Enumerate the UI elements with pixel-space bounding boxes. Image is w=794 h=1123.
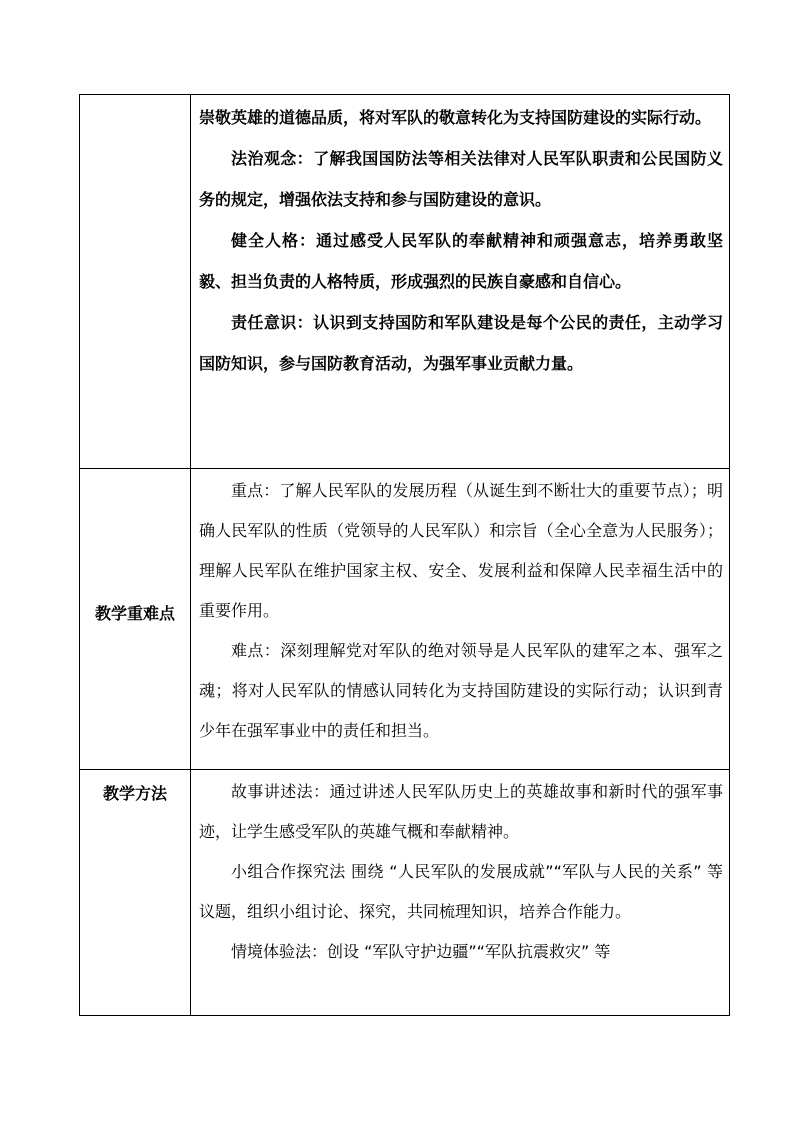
lesson-plan-table bbox=[79, 94, 730, 1016]
table-row bbox=[80, 95, 730, 469]
table-row bbox=[80, 770, 730, 1016]
content-paragraph: 崇敬英雄的道德品质，将对军队的敬意转化为支持国防建设的实际行动。 bbox=[199, 108, 712, 127]
row-content-cell bbox=[191, 95, 730, 469]
content-paragraph: 小组合作探究法 围绕 “人民军队的发展成就”“军队与人民的关系” 等议题，组织小组讨论、探究，共同梳理知识，培养合作能力。 bbox=[199, 862, 723, 921]
content-paragraph: 重点：了解人民军队的发展历程（从诞生到不断壮大的重要节点）；明确人民军队的性质（党领导的人民军队）和宗旨（全心全意为人民服务）；理解人民军队在维护国家主权、安全、发展利益和保障人民幸福生活中的重要作用。 bbox=[199, 481, 723, 620]
row-label: 教学方法 bbox=[102, 784, 167, 803]
row-label-cell bbox=[80, 95, 191, 469]
content-paragraph: 法治观念：了解我国国防法等相关法律对人民军队职责和公民国防义务的规定，增强依法支持和参与国防建设的意识。 bbox=[199, 149, 723, 209]
row-label-cell bbox=[80, 469, 191, 770]
content-paragraph: 情境体验法：创设 “军队守护边疆”“军队抗震救灾” 等 bbox=[231, 942, 611, 961]
row-label: 教学重难点 bbox=[94, 604, 175, 623]
content-paragraph: 责任意识：认识到支持国防和军队建设是每个公民的责任，主动学习国防知识，参与国防教育活动，为强军事业贡献力量。 bbox=[199, 313, 723, 373]
content-paragraph: 难点：深刻理解党对军队的绝对领导是人民军队的建军之本、强军之魂；将对人民军队的情感认同转化为支持国防建设的实际行动；认识到青少年在强军事业中的责任和担当。 bbox=[199, 641, 723, 740]
content-paragraph: 健全人格：通过感受人民军队的奉献精神和顽强意志，培养勇敢坚毅、担当负责的人格特质，形成强烈的民族自豪感和自信心。 bbox=[199, 231, 723, 291]
row-content-cell bbox=[191, 469, 730, 770]
row-label-cell bbox=[80, 770, 191, 1016]
content-paragraph: 故事讲述法：通过讲述人民军队历史上的英雄故事和新时代的强军事迹，让学生感受军队的英雄气概和奉献精神。 bbox=[199, 782, 723, 841]
table-row bbox=[80, 469, 730, 770]
row-content-cell bbox=[191, 770, 730, 1016]
